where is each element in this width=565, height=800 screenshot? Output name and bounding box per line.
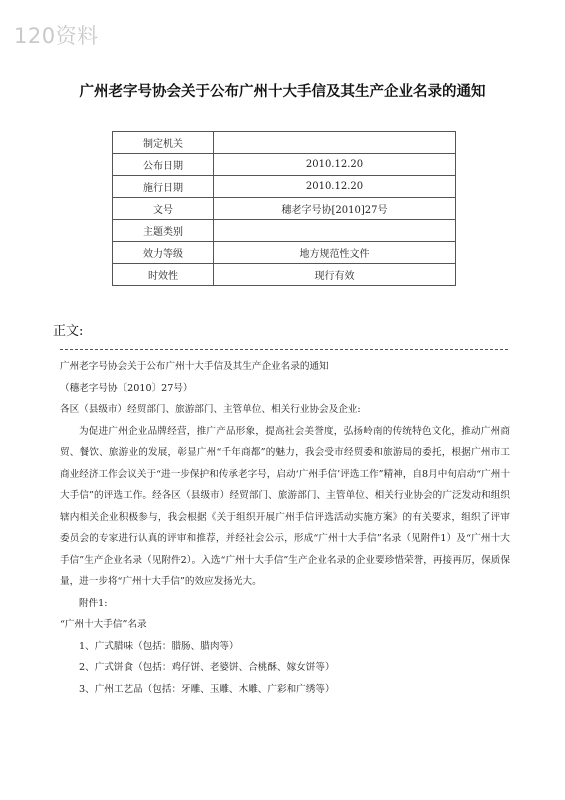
meta-key: 施行日期 xyxy=(113,176,214,198)
list-title: “广州十大手信”名录 xyxy=(60,619,147,630)
meta-key: 主题类别 xyxy=(113,220,214,242)
table-row xyxy=(113,176,456,198)
divider xyxy=(60,349,508,350)
list-item: 3、广州工艺品（包括：牙雕、玉雕、木雕、广彩和广绣等） xyxy=(79,683,335,695)
meta-value: 现行有效 xyxy=(214,264,456,286)
meta-key: 时效性 xyxy=(113,264,214,286)
meta-value xyxy=(214,132,456,154)
meta-key: 制定机关 xyxy=(113,132,214,154)
table-row xyxy=(113,154,456,176)
table-row xyxy=(113,132,456,154)
doc-number: （穗老字号协〔2010〕27号） xyxy=(60,382,193,394)
attachment-label: 附件1: xyxy=(79,597,108,609)
meta-key: 效力等级 xyxy=(113,242,214,264)
meta-value xyxy=(214,220,456,242)
table-row xyxy=(113,242,456,264)
watermark: 120资料 xyxy=(14,24,99,48)
document-body xyxy=(60,356,510,700)
list-item: 2、广式饼食（包括：鸡仔饼、老婆饼、合桃酥、嫁女饼等） xyxy=(79,662,335,673)
body-heading: 广州老字号协会关于公布广州十大手信及其生产企业名录的通知 xyxy=(60,361,329,372)
table-row xyxy=(113,220,456,242)
meta-value: 地方规范性文件 xyxy=(214,242,456,264)
meta-value: 穗老字号协[2010]27号 xyxy=(214,198,456,220)
list-item: 1、广式腊味（包括：腊肠、腊肉等） xyxy=(79,640,239,652)
body-paragraph: 为促进广州企业品牌经营，推广产品形象，提高社会美誉度，弘扬岭南的传统特色文化，推动广州商贸、餐饮、旅游业的发展，彰显广州“千年商都”的魅力，我会受市经贸委和旅游局的委托，根据广州市工商业经济工作会议关于“进一步保护和传承老字号，启动‘广州手信’评选工作”精神，自8月中旬启动“广州十大手信”的评选工作。经各区（县级市）经贸部门、旅游部门、主管单位、相关行业协会的广泛发动和组织辖内相关企业积极参与，我会根据《关于组织开展广州手信评选活动实施方案》的有关要求，组织了评审委员会的专家进行认真的评审和推荐，并经社会公示，形成“广州十大手信”名录（见附件1）及“广州十大手信”生产企业名录（见附件2）。入选“广州十大手信”生产企业名录的企业要珍惜荣誉，再接再厉，保质保量，进一步将“广州十大手信”的效应发扬光大。 xyxy=(60,425,510,587)
section-label: 正文: xyxy=(53,324,84,339)
addressee: 各区（县级市）经贸部门、旅游部门、主管单位、相关行业协会及企业: xyxy=(60,404,361,415)
document-title: 广州老字号协会关于公布广州十大手信及其生产企业名录的通知 xyxy=(79,84,486,100)
table-row xyxy=(113,198,456,220)
table-row xyxy=(113,264,456,286)
meta-key: 文号 xyxy=(113,198,214,220)
meta-key: 公布日期 xyxy=(113,154,214,176)
meta-value: 2010.12.20 xyxy=(214,176,456,198)
meta-value: 2010.12.20 xyxy=(214,154,456,176)
metadata-table xyxy=(112,131,456,286)
